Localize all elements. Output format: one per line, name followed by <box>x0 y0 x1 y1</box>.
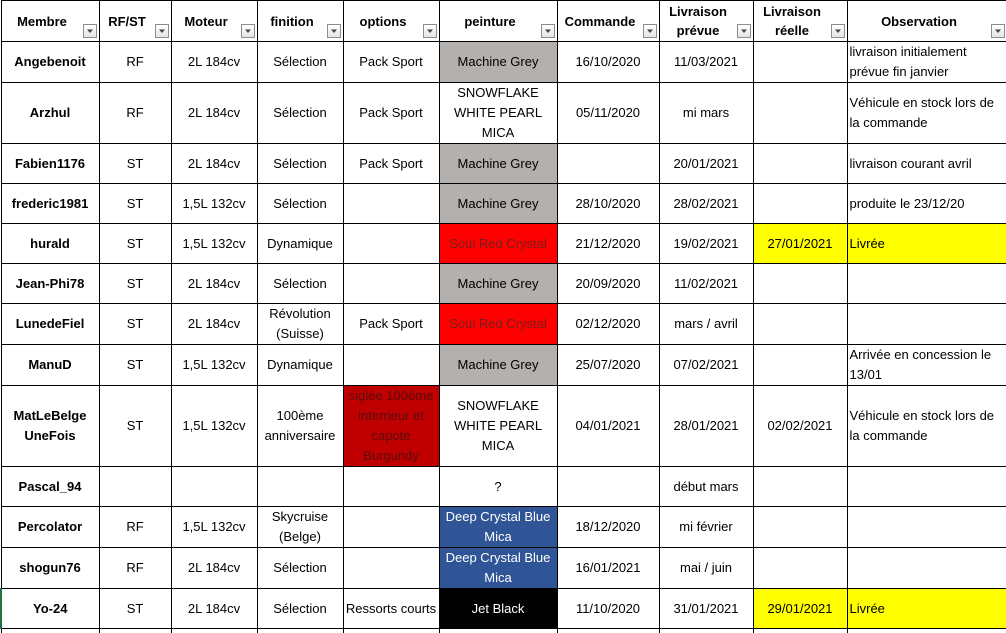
cell-rfst[interactable]: ST <box>99 589 171 629</box>
cell-livraison-reelle[interactable] <box>753 548 847 589</box>
cell-commande[interactable]: 11/10/2020 <box>557 589 659 629</box>
filter-dropdown-button[interactable] <box>83 24 97 38</box>
column-header-label: finition <box>270 14 313 29</box>
cell-membre[interactable]: hurald <box>1 224 99 264</box>
cell-finition[interactable]: Sélection <box>257 184 343 224</box>
cell-moteur[interactable] <box>171 467 257 507</box>
cell-options[interactable] <box>343 548 439 589</box>
cell-peinture[interactable]: Deep Crystal Blue Mica <box>439 507 557 548</box>
column-header-membre <box>1 1 99 42</box>
cell-livraison-reelle[interactable] <box>753 144 847 184</box>
cell-observation[interactable] <box>847 304 1006 345</box>
cell-peinture[interactable]: Jet Black <box>439 589 557 629</box>
column-header-moteur <box>171 1 257 42</box>
dropdown-arrow-icon <box>738 25 750 37</box>
cell-moteur[interactable]: 2L 184cv <box>171 83 257 144</box>
empty-cell[interactable] <box>99 629 171 633</box>
cell-livraison-reelle[interactable] <box>753 345 847 386</box>
cell-commande[interactable]: 04/01/2021 <box>557 386 659 467</box>
cell-livraison-reelle[interactable]: 29/01/2021 <box>753 589 847 629</box>
cell-observation[interactable]: livraison courant avril <box>847 144 1006 184</box>
cell-finition[interactable]: Sélection <box>257 42 343 83</box>
cell-options[interactable]: Pack Sport <box>343 83 439 144</box>
cell-rfst[interactable]: RF <box>99 507 171 548</box>
dropdown-arrow-icon <box>156 25 168 37</box>
cell-rfst[interactable]: ST <box>99 345 171 386</box>
table-row <box>1 467 1006 507</box>
empty-row <box>1 629 1006 633</box>
column-header-finition <box>257 1 343 42</box>
cell-finition[interactable]: Dynamique <box>257 224 343 264</box>
cell-finition[interactable]: Sélection <box>257 548 343 589</box>
cell-livraison-reelle[interactable]: 02/02/2021 <box>753 386 847 467</box>
cell-livraison-reelle[interactable] <box>753 467 847 507</box>
table-row <box>1 264 1006 304</box>
dropdown-arrow-icon <box>542 25 554 37</box>
column-header-label: options <box>360 14 407 29</box>
column-header-livraison-reelle <box>753 1 847 42</box>
cell-rfst[interactable]: ST <box>99 224 171 264</box>
column-header-rfst <box>99 1 171 42</box>
cell-options[interactable]: Ressorts courts <box>343 589 439 629</box>
cell-moteur[interactable]: 1,5L 132cv <box>171 345 257 386</box>
cell-options[interactable]: siglée 100ème interrieur et capote Burgundy <box>343 386 439 467</box>
filter-dropdown-button[interactable] <box>541 24 555 38</box>
cell-options[interactable] <box>343 184 439 224</box>
cell-livraison-prevue[interactable]: 19/02/2021 <box>659 224 753 264</box>
cell-peinture[interactable]: SNOWFLAKE WHITE PEARL MICA <box>439 83 557 144</box>
empty-cell[interactable] <box>343 629 439 633</box>
column-header-label: Observation <box>881 14 957 29</box>
cell-peinture[interactable]: SNOWFLAKE WHITE PEARL MICA <box>439 386 557 467</box>
cell-observation[interactable] <box>847 467 1006 507</box>
table-row <box>1 144 1006 184</box>
cell-options[interactable] <box>343 224 439 264</box>
cell-peinture[interactable]: Machine Grey <box>439 264 557 304</box>
column-header-label: RF/ST <box>108 14 146 29</box>
cell-commande[interactable]: 16/10/2020 <box>557 42 659 83</box>
cell-rfst[interactable]: RF <box>99 42 171 83</box>
dropdown-arrow-icon <box>644 25 656 37</box>
cell-finition[interactable]: Sélection <box>257 144 343 184</box>
column-header-label: Livraison prévue <box>669 4 727 38</box>
cell-livraison-prevue[interactable]: 11/02/2021 <box>659 264 753 304</box>
dropdown-arrow-icon <box>328 25 340 37</box>
dropdown-arrow-icon <box>242 25 254 37</box>
cell-peinture[interactable]: Soul Red Crystal <box>439 224 557 264</box>
cell-moteur[interactable]: 1,5L 132cv <box>171 507 257 548</box>
cell-livraison-prevue[interactable]: début mars <box>659 467 753 507</box>
dropdown-arrow-icon <box>832 25 844 37</box>
filter-dropdown-button[interactable] <box>241 24 255 38</box>
empty-cell[interactable] <box>753 629 847 633</box>
filter-dropdown-button[interactable] <box>423 24 437 38</box>
cell-observation[interactable]: Véhicule en stock lors de la commande <box>847 386 1006 467</box>
cell-peinture[interactable]: Deep Crystal Blue Mica <box>439 548 557 589</box>
cell-finition[interactable]: Sélection <box>257 83 343 144</box>
cell-peinture[interactable]: Machine Grey <box>439 144 557 184</box>
cell-observation[interactable]: produite le 23/12/20 <box>847 184 1006 224</box>
cell-livraison-prevue[interactable]: mi février <box>659 507 753 548</box>
cell-observation[interactable]: Véhicule en stock lors de la commande <box>847 83 1006 144</box>
cell-livraison-prevue[interactable]: 31/01/2021 <box>659 589 753 629</box>
cell-peinture[interactable]: Machine Grey <box>439 42 557 83</box>
cell-membre[interactable]: Jean-Phi78 <box>1 264 99 304</box>
cell-livraison-prevue[interactable]: mars / avril <box>659 304 753 345</box>
cell-commande[interactable]: 20/09/2020 <box>557 264 659 304</box>
filter-dropdown-button[interactable] <box>831 24 845 38</box>
cell-commande[interactable]: 28/10/2020 <box>557 184 659 224</box>
cell-commande[interactable]: 21/12/2020 <box>557 224 659 264</box>
cell-observation[interactable]: Livrée <box>847 589 1006 629</box>
table-row <box>1 83 1006 144</box>
table-row <box>1 589 1006 629</box>
cell-livraison-reelle[interactable] <box>753 184 847 224</box>
cell-membre[interactable]: Arzhul <box>1 83 99 144</box>
column-header-options <box>343 1 439 42</box>
cell-rfst[interactable] <box>99 467 171 507</box>
cell-rfst[interactable]: ST <box>99 386 171 467</box>
cell-observation[interactable]: livraison initialement prévue fin janvier <box>847 42 1006 83</box>
cell-options[interactable] <box>343 507 439 548</box>
cell-livraison-prevue[interactable]: mai / juin <box>659 548 753 589</box>
cell-livraison-prevue[interactable]: 11/03/2021 <box>659 42 753 83</box>
cell-finition[interactable]: Skycruise (Belge) <box>257 507 343 548</box>
cell-commande[interactable]: 25/07/2020 <box>557 345 659 386</box>
filter-dropdown-button[interactable] <box>737 24 751 38</box>
cell-rfst[interactable]: RF <box>99 548 171 589</box>
cell-commande[interactable]: 05/11/2020 <box>557 83 659 144</box>
dropdown-arrow-icon <box>84 25 96 37</box>
table-row <box>1 548 1006 589</box>
cell-moteur[interactable]: 2L 184cv <box>171 304 257 345</box>
column-header-livraison-prevue <box>659 1 753 42</box>
cell-rfst[interactable]: ST <box>99 144 171 184</box>
cell-rfst[interactable]: ST <box>99 184 171 224</box>
cell-moteur[interactable]: 1,5L 132cv <box>171 224 257 264</box>
empty-cell[interactable] <box>439 629 557 633</box>
header-row <box>1 1 1006 42</box>
cell-moteur[interactable]: 1,5L 132cv <box>171 184 257 224</box>
cell-moteur[interactable]: 2L 184cv <box>171 589 257 629</box>
cell-membre[interactable]: Yo-24 <box>1 589 99 629</box>
table-row <box>1 184 1006 224</box>
cell-commande[interactable]: 02/12/2020 <box>557 304 659 345</box>
table-row <box>1 42 1006 83</box>
cell-membre[interactable]: Fabien1176 <box>1 144 99 184</box>
cell-livraison-prevue[interactable]: 28/02/2021 <box>659 184 753 224</box>
empty-cell[interactable] <box>257 629 343 633</box>
cell-livraison-reelle[interactable] <box>753 264 847 304</box>
cell-membre[interactable]: Angebenoit <box>1 42 99 83</box>
filter-dropdown-button[interactable] <box>155 24 169 38</box>
cell-observation[interactable] <box>847 548 1006 589</box>
table-row <box>1 304 1006 345</box>
table-row <box>1 345 1006 386</box>
filter-dropdown-button[interactable] <box>991 24 1005 38</box>
cell-peinture[interactable]: Soul Red Crystal <box>439 304 557 345</box>
cell-observation[interactable] <box>847 264 1006 304</box>
cell-peinture[interactable]: ? <box>439 467 557 507</box>
column-header-label: Membre <box>17 14 67 29</box>
cell-observation[interactable]: Livrée <box>847 224 1006 264</box>
cell-options[interactable]: Pack Sport <box>343 144 439 184</box>
cell-livraison-reelle[interactable] <box>753 42 847 83</box>
cell-livraison-prevue[interactable]: 07/02/2021 <box>659 345 753 386</box>
empty-cell[interactable] <box>1 629 99 633</box>
cell-livraison-prevue[interactable]: 20/01/2021 <box>659 144 753 184</box>
dropdown-arrow-icon <box>424 25 436 37</box>
cell-peinture[interactable]: Machine Grey <box>439 184 557 224</box>
dropdown-arrow-icon <box>992 25 1004 37</box>
cell-finition[interactable]: Sélection <box>257 589 343 629</box>
empty-cell[interactable] <box>659 629 753 633</box>
cell-livraison-reelle[interactable]: 27/01/2021 <box>753 224 847 264</box>
table-row <box>1 224 1006 264</box>
cell-rfst[interactable]: RF <box>99 83 171 144</box>
cell-commande[interactable]: 18/12/2020 <box>557 507 659 548</box>
cell-rfst[interactable]: ST <box>99 264 171 304</box>
cell-moteur[interactable]: 2L 184cv <box>171 264 257 304</box>
column-header-observation <box>847 1 1006 42</box>
cell-membre[interactable]: Percolator <box>1 507 99 548</box>
column-header-peinture <box>439 1 557 42</box>
cell-livraison-prevue[interactable]: mi mars <box>659 83 753 144</box>
cell-membre[interactable]: shogun76 <box>1 548 99 589</box>
cell-commande[interactable]: 16/01/2021 <box>557 548 659 589</box>
cell-moteur[interactable]: 2L 184cv <box>171 548 257 589</box>
empty-cell[interactable] <box>847 629 1006 633</box>
cell-moteur[interactable]: 2L 184cv <box>171 42 257 83</box>
cell-peinture[interactable]: Machine Grey <box>439 345 557 386</box>
cell-membre[interactable]: MatLeBelge UneFois <box>1 386 99 467</box>
cell-livraison-reelle[interactable] <box>753 83 847 144</box>
cell-finition[interactable]: Révolution (Suisse) <box>257 304 343 345</box>
column-header-label: Commande <box>565 14 636 29</box>
cell-observation[interactable]: Arrivée en concession le 13/01 <box>847 345 1006 386</box>
filter-dropdown-button[interactable] <box>327 24 341 38</box>
cell-options[interactable]: Pack Sport <box>343 304 439 345</box>
cell-options[interactable]: Pack Sport <box>343 42 439 83</box>
cell-livraison-reelle[interactable] <box>753 304 847 345</box>
column-header-label: peinture <box>464 14 515 29</box>
cell-membre[interactable]: frederic1981 <box>1 184 99 224</box>
filter-dropdown-button[interactable] <box>643 24 657 38</box>
cell-rfst[interactable]: ST <box>99 304 171 345</box>
cell-livraison-reelle[interactable] <box>753 507 847 548</box>
cell-finition[interactable]: Dynamique <box>257 345 343 386</box>
cell-finition[interactable]: Sélection <box>257 264 343 304</box>
empty-cell[interactable] <box>557 629 659 633</box>
cell-options[interactable] <box>343 467 439 507</box>
column-header-commande <box>557 1 659 42</box>
cell-finition[interactable]: 100ème anniversaire <box>257 386 343 467</box>
table-row <box>1 507 1006 548</box>
cell-observation[interactable] <box>847 507 1006 548</box>
cell-moteur[interactable]: 2L 184cv <box>171 144 257 184</box>
cell-membre[interactable]: LunedeFiel <box>1 304 99 345</box>
cell-membre[interactable]: Pascal_94 <box>1 467 99 507</box>
column-header-label: Livraison réelle <box>763 4 821 38</box>
cell-commande[interactable] <box>557 467 659 507</box>
cell-moteur[interactable]: 1,5L 132cv <box>171 386 257 467</box>
cell-livraison-prevue[interactable]: 28/01/2021 <box>659 386 753 467</box>
cell-options[interactable] <box>343 264 439 304</box>
table-body <box>1 42 1006 633</box>
empty-cell[interactable] <box>171 629 257 633</box>
column-header-label: Moteur <box>184 14 227 29</box>
cell-membre[interactable]: ManuD <box>1 345 99 386</box>
table-row <box>1 386 1006 467</box>
cell-options[interactable] <box>343 345 439 386</box>
cell-commande[interactable] <box>557 144 659 184</box>
cell-finition[interactable] <box>257 467 343 507</box>
